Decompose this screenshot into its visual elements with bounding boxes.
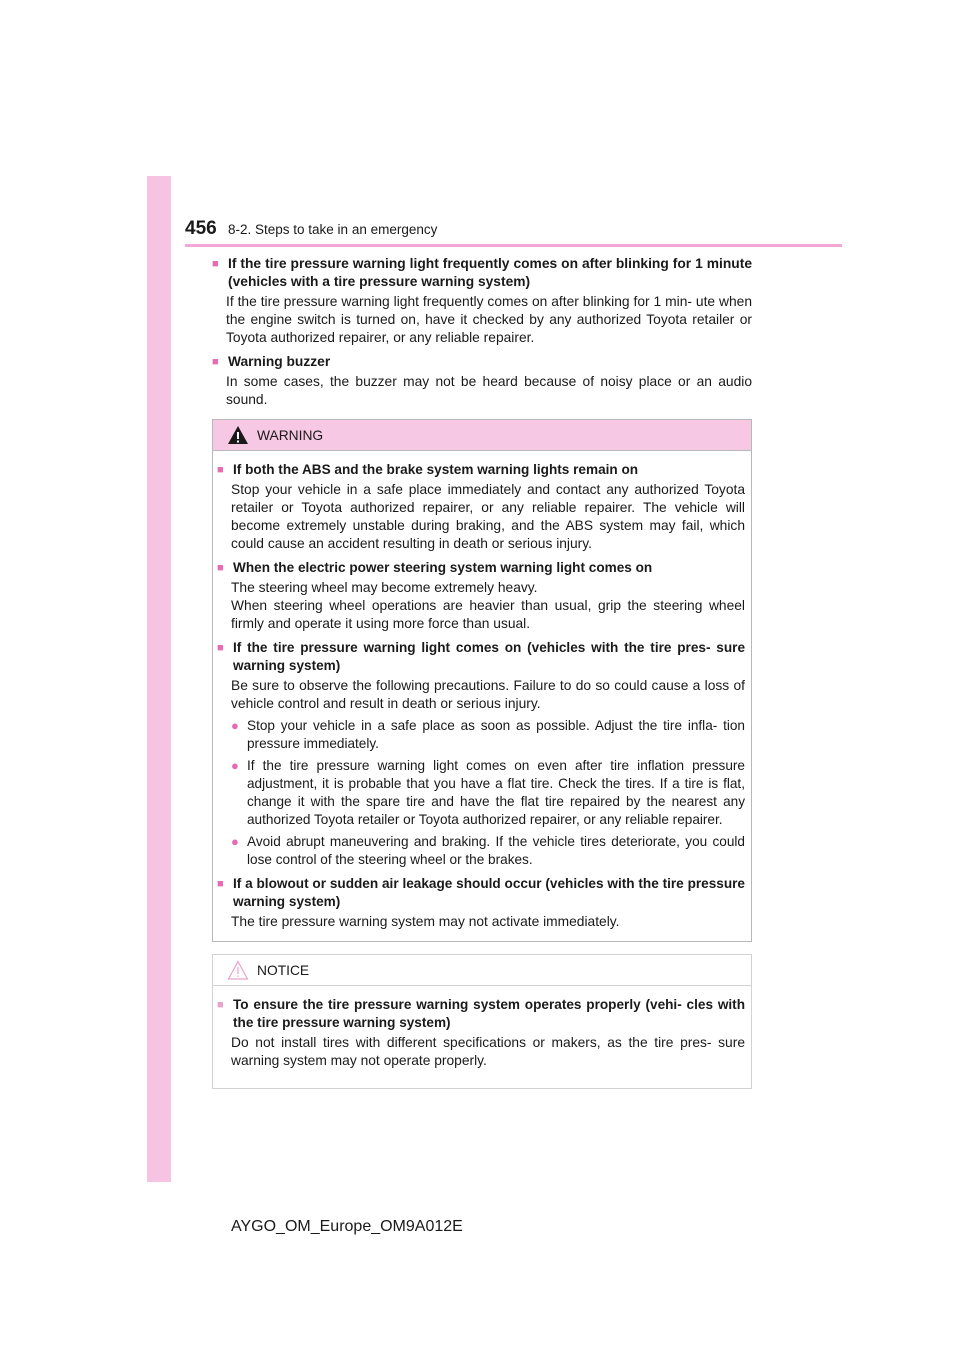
topic-body: The steering wheel may become extremely heavy. xyxy=(231,580,538,595)
document-code: AYGO_OM_Europe_OM9A012E xyxy=(231,1218,463,1235)
topic-heading xyxy=(217,639,745,675)
topic-heading xyxy=(212,353,752,371)
main-content xyxy=(212,255,752,1089)
side-color-band xyxy=(147,176,171,1182)
caution-triangle-icon xyxy=(227,960,249,980)
topic-heading xyxy=(217,559,745,577)
topic-heading-text: If both the ABS and the brake system warning lights remain on xyxy=(233,462,639,477)
topic-body: Do not install tires with different specifications or makers, as the tire pres- sure warning system may not operate properly. xyxy=(231,1035,745,1068)
warning-item-blowout xyxy=(217,875,745,931)
bullet-item xyxy=(231,833,745,869)
bullet-item xyxy=(231,757,745,829)
square-bullet-icon: ■ xyxy=(217,642,224,654)
square-bullet-icon: ■ xyxy=(217,999,224,1011)
header-divider xyxy=(185,244,842,247)
bullet-item xyxy=(231,717,745,753)
bullet-text: If the tire pressure warning light comes on even after tire inflation pressure adjustment, it is probable that you have a flat tire. Check the tires. If a tire is flat, change it with the spare tire and have the flat tire repaired by the nearest any authorized Toyota retailer or Toyota authorized repairer, or any reliable repairer. xyxy=(247,758,745,827)
circle-bullet-icon: ● xyxy=(231,718,239,733)
topic-body: When steering wheel operations are heavier than usual, grip the steering wheel firmly and operate it using more force than usual. xyxy=(231,598,745,631)
notice-box-header xyxy=(213,955,751,986)
warning-item-tire-pressure xyxy=(217,639,745,869)
topic-body: Stop your vehicle in a safe place immediately and contact any authorized Toyota retailer or Toyota authorized repairer, or any reliable repairer. The vehicle will become extremely unstable during braking, and the ABS system may fail, which could cause an accident resulting in death or serious injury. xyxy=(231,482,745,551)
topic-heading-text: If the tire pressure warning light frequently comes on after blinking for 1 minute (vehicles with a tire pressure warning system) xyxy=(228,256,752,289)
circle-bullet-icon: ● xyxy=(231,834,239,849)
topic-heading-text: When the electric power steering system warning light comes on xyxy=(233,560,653,575)
topic-warning-buzzer xyxy=(212,353,752,409)
topic-heading xyxy=(217,461,745,479)
topic-heading xyxy=(217,875,745,911)
warning-item-steering xyxy=(217,559,745,633)
notice-title: NOTICE xyxy=(257,962,310,978)
notice-box xyxy=(212,954,752,1089)
warning-box xyxy=(212,419,752,942)
warning-triangle-icon xyxy=(227,425,249,445)
topic-heading-text: If the tire pressure warning light comes on (vehicles with the tire pres- sure warning system) xyxy=(233,640,745,673)
bullet-text: Avoid abrupt maneuvering and braking. If the vehicle tires deteriorate, you could lose control of the steering wheel or the brakes. xyxy=(247,834,745,867)
topic-heading-text: If a blowout or sudden air leakage should occur (vehicles with the tire pressure warning system) xyxy=(233,876,745,909)
notice-box-body xyxy=(213,986,751,1088)
topic-heading-text: Warning buzzer xyxy=(228,354,331,369)
page-number: 456 xyxy=(185,218,217,239)
topic-frequent-light xyxy=(212,255,752,347)
circle-bullet-icon: ● xyxy=(231,758,239,773)
square-bullet-icon: ■ xyxy=(217,464,224,476)
square-bullet-icon: ■ xyxy=(217,562,224,574)
topic-heading-text: To ensure the tire pressure warning system operates properly (vehi- cles with the tire pressure warning system) xyxy=(233,997,745,1030)
section-title: 8-2. Steps to take in an emergency xyxy=(228,222,438,237)
topic-heading xyxy=(217,996,745,1032)
warning-box-body xyxy=(213,451,751,941)
bullet-text: Stop your vehicle in a safe place as soon as possible. Adjust the tire infla- tion pressure immediately. xyxy=(247,718,745,751)
warning-title: WARNING xyxy=(257,427,324,443)
warning-box-header xyxy=(213,420,751,451)
topic-body: Be sure to observe the following precautions. Failure to do so could cause a loss of vehicle control and result in death or serious injury. xyxy=(231,678,745,711)
square-bullet-icon: ■ xyxy=(212,356,219,368)
notice-item-tpws xyxy=(217,996,745,1070)
topic-body: If the tire pressure warning light frequently comes on after blinking for 1 min- ute when the engine switch is turned on, have it checked by any authorized Toyota retailer or Toyota authorized repairer, or any reliable repairer. xyxy=(226,294,752,345)
topic-heading xyxy=(212,255,752,291)
square-bullet-icon: ■ xyxy=(217,878,224,890)
topic-body: The tire pressure warning system may not activate immediately. xyxy=(231,914,620,929)
warning-item-abs xyxy=(217,461,745,553)
square-bullet-icon: ■ xyxy=(212,258,219,270)
topic-body: In some cases, the buzzer may not be heard because of noisy place or an audio sound. xyxy=(226,374,752,407)
